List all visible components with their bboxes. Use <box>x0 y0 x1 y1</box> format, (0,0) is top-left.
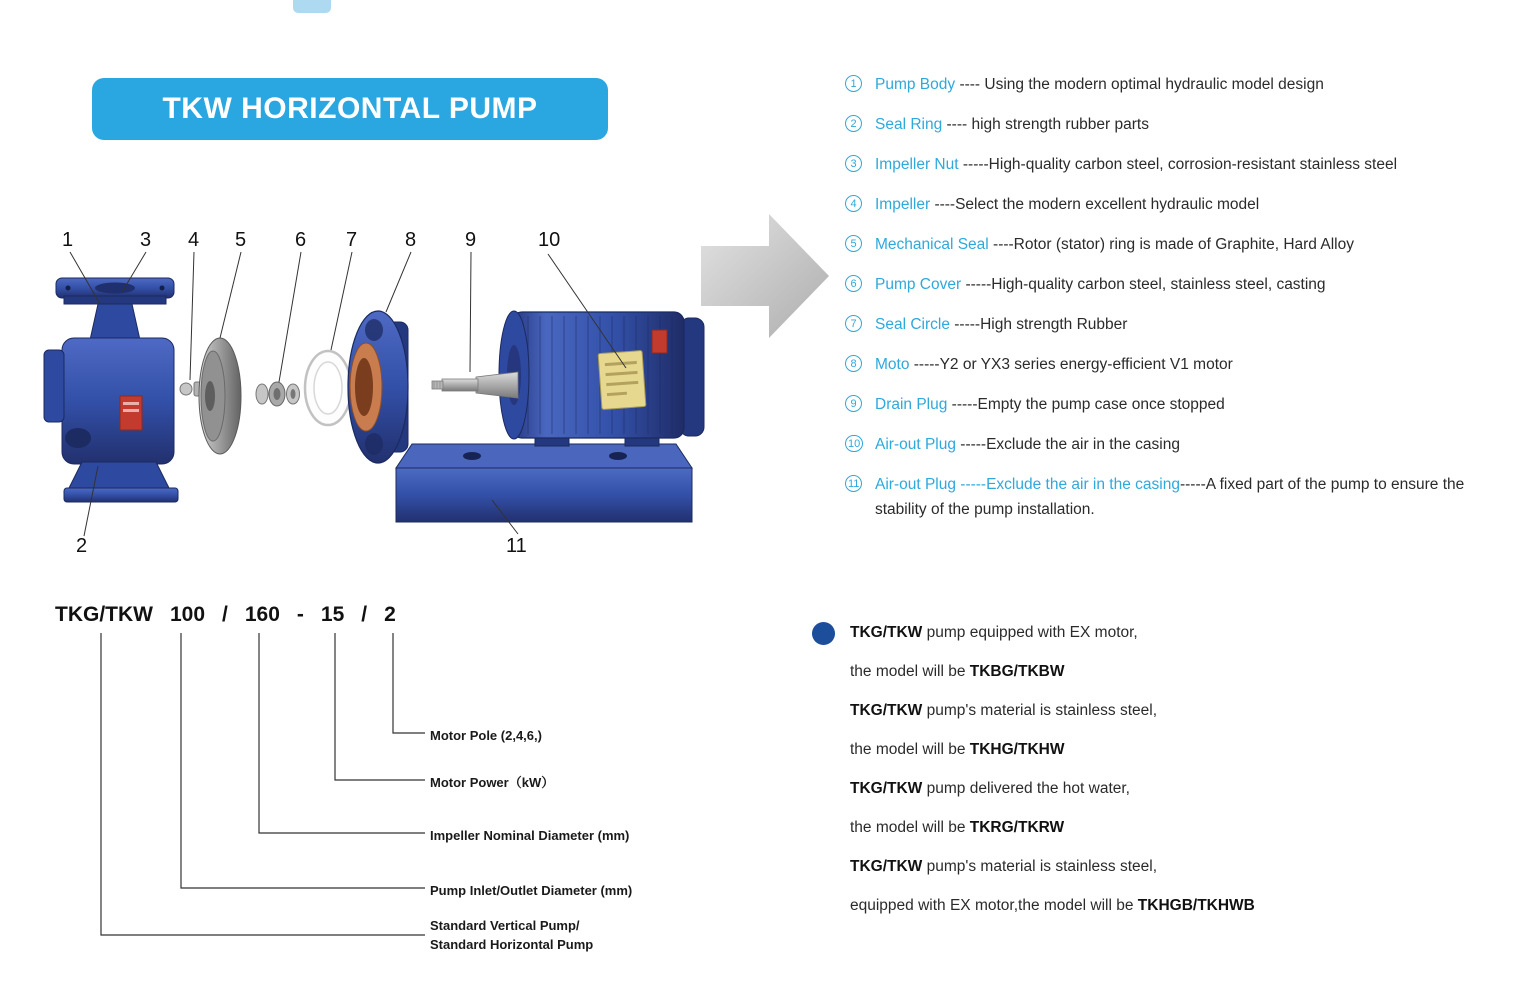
note-line <box>850 893 1440 919</box>
part-number-badge: 7 <box>845 315 862 332</box>
motor-nameplate <box>598 351 646 410</box>
model-name: TKRG/TKRW <box>969 819 1065 836</box>
base-plate <box>396 444 692 522</box>
callout-9: 9 <box>465 229 477 251</box>
part-name: Seal Ring <box>875 116 943 133</box>
page-title: TKW HORIZONTAL PUMP <box>162 92 538 125</box>
note-line <box>850 737 1440 763</box>
part-number-badge: 2 <box>845 115 862 132</box>
part-number-badge: 6 <box>845 275 862 292</box>
part-number-badge: 11 <box>845 475 862 492</box>
model-name: TKG/TKW <box>850 624 923 641</box>
note-text: pump's material is stainless steel, <box>922 858 1158 875</box>
parts-list <box>845 72 1493 537</box>
part-name: Seal Circle <box>875 316 950 333</box>
part-list-item <box>845 72 1493 97</box>
model-label-inlet-outlet: Pump Inlet/Outlet Diameter (mm) <box>430 883 633 898</box>
model-label-motor-power: Motor Power（kW） <box>430 775 555 790</box>
callout-6: 6 <box>295 229 307 251</box>
motor-red-label <box>652 330 667 353</box>
note-text: the model will be <box>850 663 970 680</box>
note-text: pump equipped with EX motor, <box>922 624 1138 641</box>
impeller <box>199 338 241 454</box>
part-description: -----A fixed part of the pump to ensure the stability of the pump installation. <box>875 476 1465 518</box>
part-list-item <box>845 272 1493 297</box>
model-label-pump-type <box>430 916 593 954</box>
model-label-motor-pole: Motor Pole (2,4,6,) <box>430 728 542 743</box>
callout-5: 5 <box>235 229 247 251</box>
note-text: pump delivered the hot water, <box>922 780 1130 797</box>
note-line <box>850 815 1440 841</box>
part-number-badge: 5 <box>845 235 862 252</box>
part-name: Mechanical Seal <box>875 236 989 253</box>
model-name: TKHGB/TKHWB <box>1137 897 1255 914</box>
seal-circle-gasket <box>305 351 351 425</box>
part-description: -----High-quality carbon steel, corrosion-resistant stainless steel <box>958 156 1398 173</box>
part-description: ---- Using the modern optimal hydraulic model design <box>955 76 1324 93</box>
transition-arrow-icon <box>697 210 835 342</box>
pump-red-label <box>120 396 142 430</box>
part-number-badge: 10 <box>845 435 863 452</box>
part-name: Drain Plug <box>875 396 948 413</box>
note-line <box>850 698 1440 724</box>
callout-8: 8 <box>405 229 417 251</box>
part-name: Moto <box>875 356 910 373</box>
part-name: Pump Body <box>875 76 956 93</box>
part-description: ---- high strength rubber parts <box>942 116 1149 133</box>
model-segment: / <box>361 603 368 626</box>
part-name: Air-out Plug <box>875 436 956 453</box>
model-label-impeller-diameter: Impeller Nominal Diameter (mm) <box>430 828 630 843</box>
part-number-badge: 4 <box>845 195 862 212</box>
part-number-badge: 9 <box>845 395 862 412</box>
model-segment: - <box>296 603 304 626</box>
note-text: equipped with EX motor,the model will be <box>850 897 1138 914</box>
model-segment: TKG/TKW <box>55 603 153 626</box>
note-text: the model will be <box>850 741 970 758</box>
model-segment: 2 <box>384 603 396 626</box>
callout-2: 2 <box>76 535 88 557</box>
mechanical-seal-parts <box>256 382 300 406</box>
model-segment: / <box>222 603 228 626</box>
motor-shaft <box>432 372 518 398</box>
top-edge-artifact <box>293 0 331 13</box>
model-name: TKG/TKW <box>850 702 923 719</box>
note-line <box>850 776 1440 802</box>
model-segment: 100 <box>169 603 206 626</box>
model-label-pump-type-line1: Standard Vertical Pump/ <box>430 918 580 933</box>
model-label-pump-type-line2: Standard Horizontal Pump <box>430 937 594 952</box>
part-name: Air-out Plug <box>875 476 956 493</box>
part-number-badge: 1 <box>845 75 862 92</box>
part-list-item <box>845 392 1493 417</box>
pump-body-assembly <box>44 278 178 502</box>
model-segment: 160 <box>244 603 280 626</box>
part-name: Impeller <box>875 196 931 213</box>
model-name: TKG/TKW <box>850 858 923 875</box>
part-description: ----Rotor (stator) ring is made of Graphite, Hard Alloy <box>988 236 1354 253</box>
model-name: TKBG/TKBW <box>969 663 1065 680</box>
callout-3: 3 <box>140 229 152 251</box>
part-name: Impeller Nut <box>875 156 959 173</box>
part-number-badge: 3 <box>845 155 862 172</box>
callout-10: 10 <box>538 229 561 251</box>
note-text: the model will be <box>850 819 970 836</box>
part-list-item <box>845 112 1493 137</box>
model-variant-notes <box>850 620 1440 932</box>
part-description: -----High strength Rubber <box>949 316 1128 333</box>
model-code <box>55 603 396 627</box>
part-number-badge: 8 <box>845 355 862 372</box>
part-list-item <box>845 152 1493 177</box>
model-segment: 15 <box>320 603 345 626</box>
pump-cover <box>348 311 408 463</box>
callout-11: 11 <box>506 535 527 557</box>
callout-4: 4 <box>188 229 200 251</box>
note-line <box>850 854 1440 880</box>
note-line <box>850 620 1440 646</box>
model-name: TKG/TKW <box>850 780 923 797</box>
part-description: -----Empty the pump case once stopped <box>947 396 1225 413</box>
part-list-item <box>845 312 1493 337</box>
note-text: pump's material is stainless steel, <box>922 702 1158 719</box>
callout-1: 1 <box>62 229 74 251</box>
part-desc-cyan: -----Exclude the air in the casing <box>955 476 1180 493</box>
note-line <box>850 659 1440 685</box>
motor <box>499 311 704 446</box>
part-list-item <box>845 192 1493 217</box>
part-description: -----Y2 or YX3 series energy-efficient V1 motor <box>909 356 1233 373</box>
part-description: ----Select the modern excellent hydraulic model <box>930 196 1260 213</box>
part-name: Pump Cover <box>875 276 962 293</box>
callout-7: 7 <box>346 229 358 251</box>
notes-bullet <box>812 622 835 645</box>
pump-exploded-diagram <box>40 200 760 570</box>
part-description: -----Exclude the air in the casing <box>955 436 1180 453</box>
part-list-item <box>845 432 1493 457</box>
part-list-item <box>845 352 1493 377</box>
part-list-item <box>845 232 1493 257</box>
part-list-item <box>845 472 1493 522</box>
model-code-ladder-lines <box>50 625 430 960</box>
part-description: -----High-quality carbon steel, stainless steel, casting <box>961 276 1326 293</box>
model-name: TKHG/TKHW <box>969 741 1065 758</box>
title-banner <box>92 78 608 140</box>
